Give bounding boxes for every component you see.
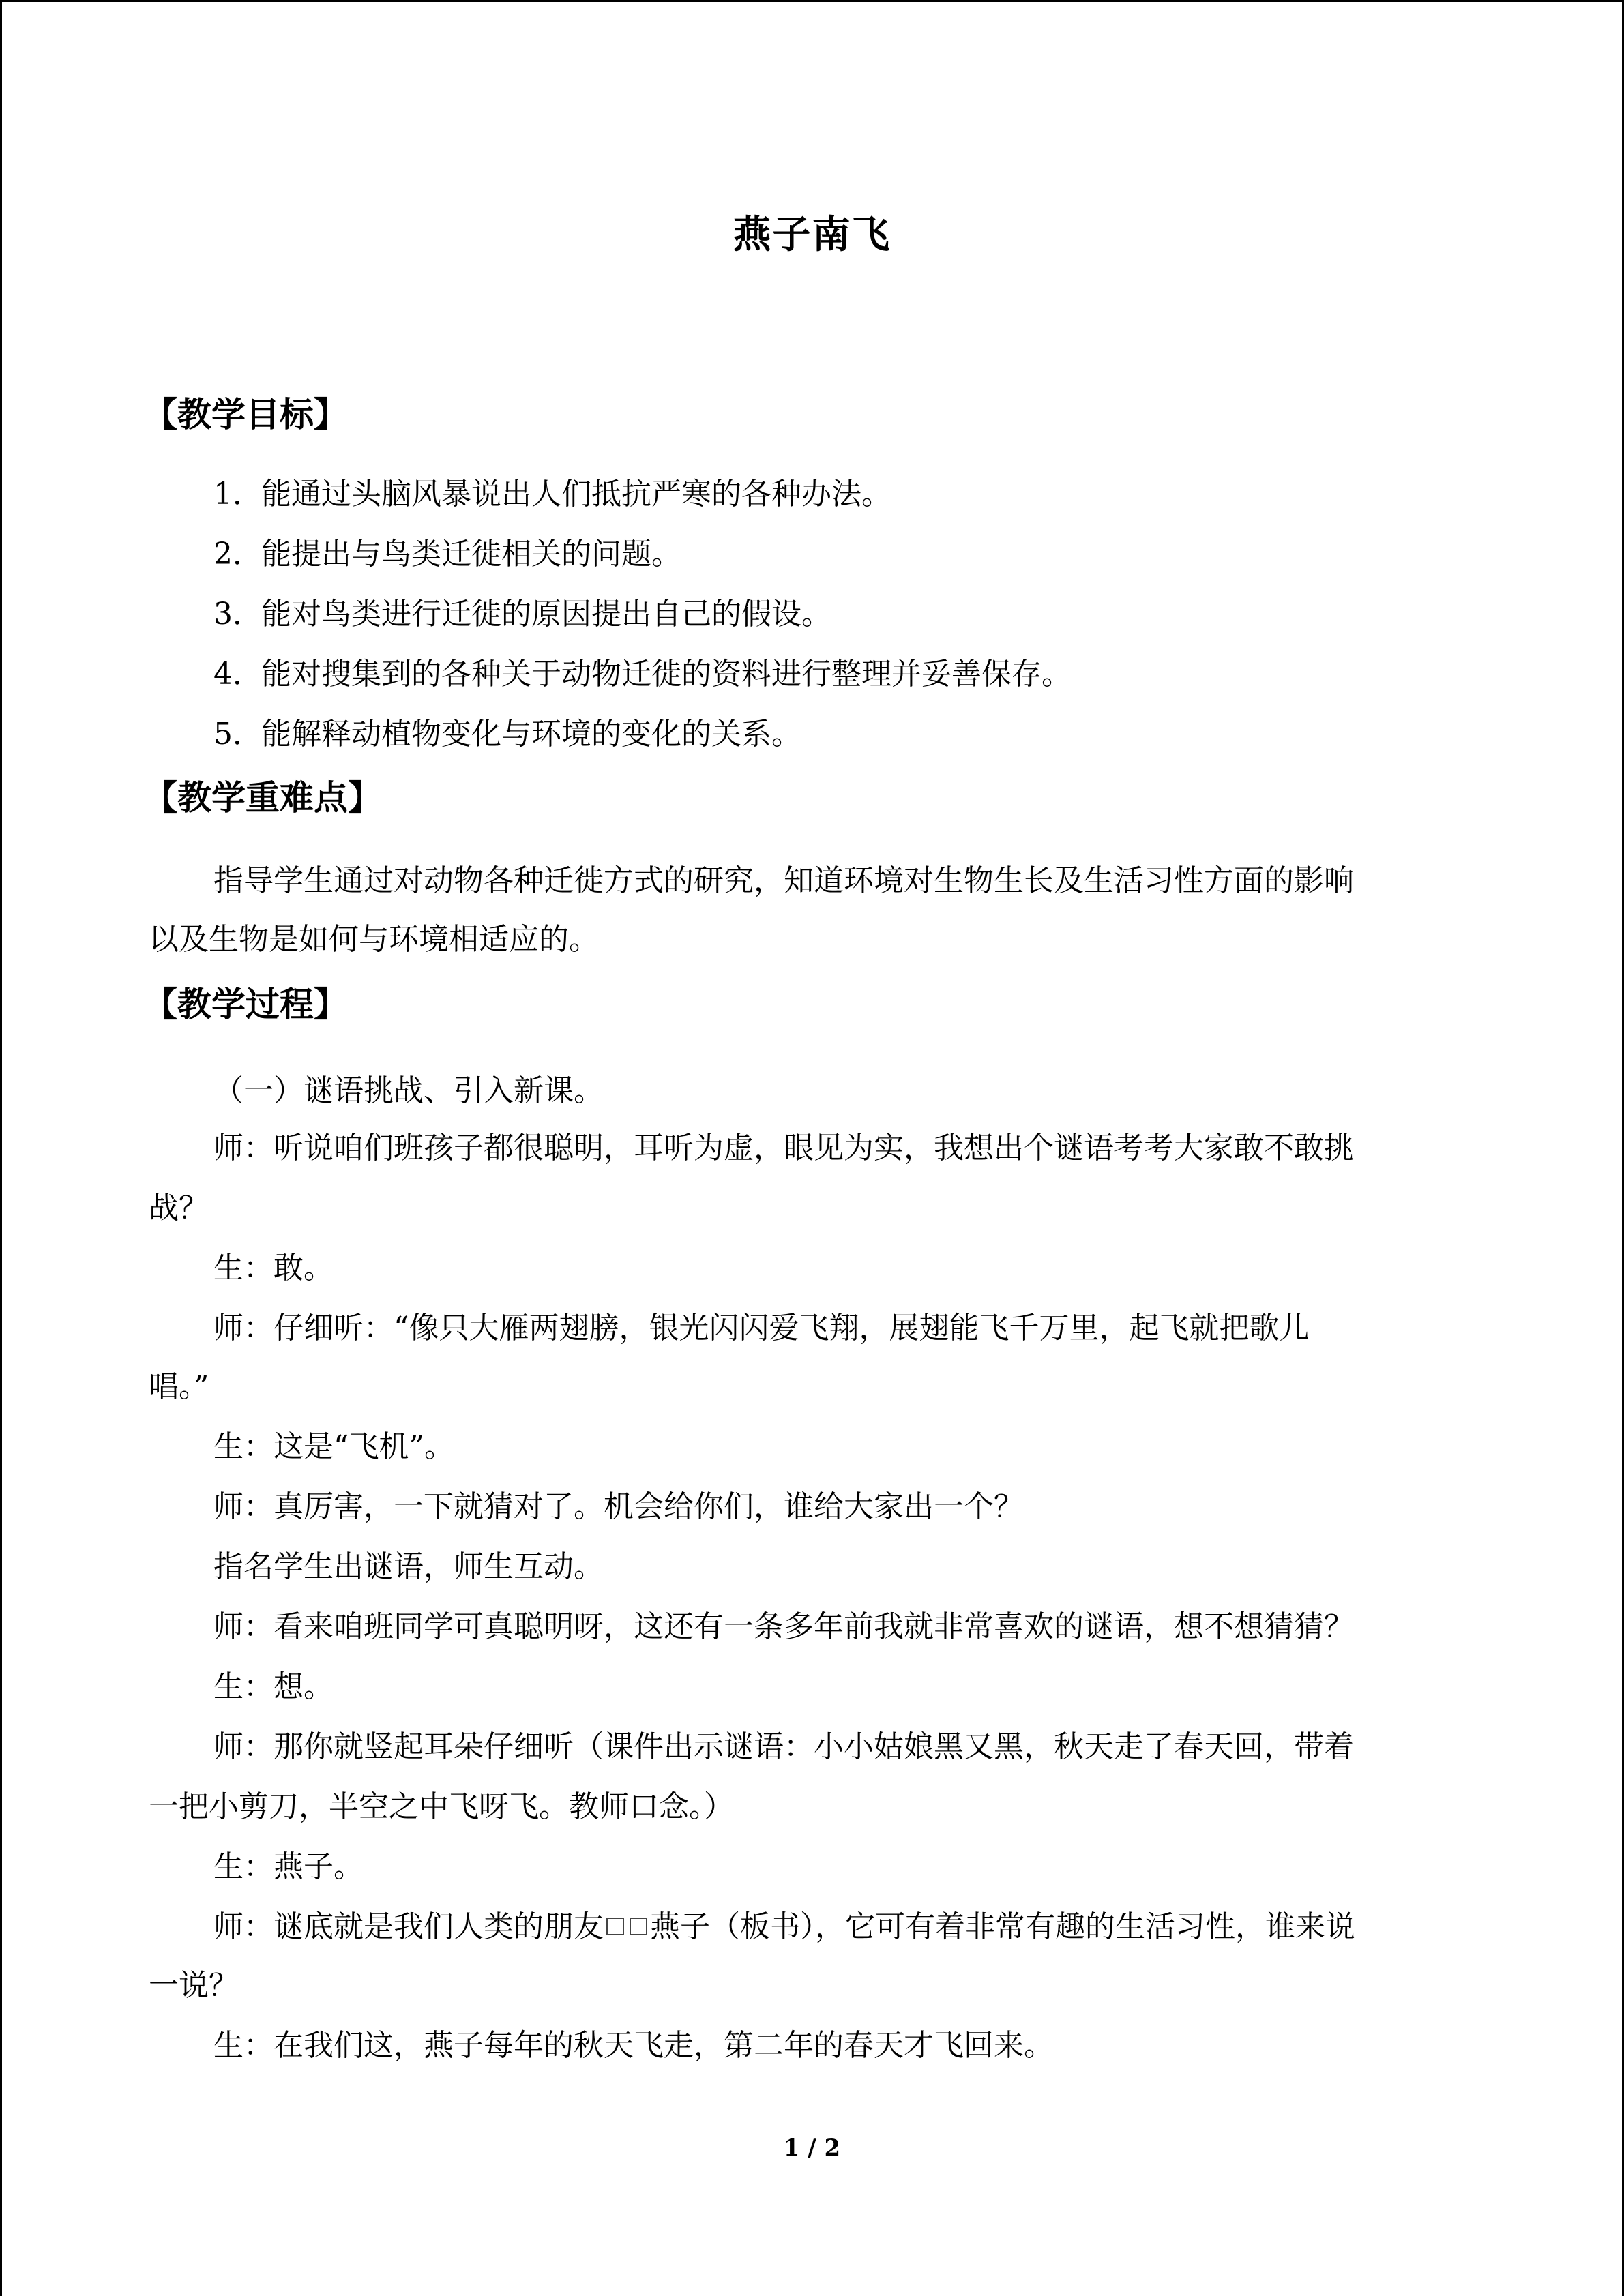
goal-number: 1． — [213, 477, 263, 511]
page-border-top — [0, 0, 1624, 2]
process-step-title: （一）谜语挑战、引入新课。 — [213, 1073, 604, 1108]
dialogue-line: 师：仔细听：“像只大雁两翅膀，银光闪闪爱飞翔，展翅能飞千万里，起飞就把歌儿 — [213, 1311, 1310, 1345]
goal-item — [213, 584, 831, 644]
dialogue-text: 师：谜底就是我们人类的朋友 — [213, 1909, 604, 1944]
goal-item — [213, 704, 801, 764]
goal-text: 能对鸟类进行迁徙的原因提出自己的假设。 — [261, 597, 831, 631]
dialogue-line: 战？ — [149, 1191, 209, 1225]
dialogue-line: 一说？ — [149, 1968, 239, 2003]
paragraph-line: 以及生物是如何与环境相适应的。 — [149, 922, 599, 957]
goal-item — [213, 524, 681, 584]
dialogue-line: 唱。” — [149, 1369, 209, 1404]
dialogue-line — [213, 1897, 1355, 1957]
goal-number: 3． — [213, 597, 263, 631]
goal-item — [213, 464, 891, 524]
dialogue-line: 指名学生出谜语，师生互动。 — [213, 1549, 604, 1584]
heading-key-points: 【教学重难点】 — [143, 778, 382, 818]
dialogue-line: 生：燕子。 — [213, 1849, 364, 1884]
dialogue-line: 师：听说咱们班孩子都很聪明，耳听为虚，眼见为实，我想出个谜语考考大家敢不敢挑 — [213, 1131, 1354, 1165]
placeholder-box — [606, 1918, 624, 1935]
dialogue-text: 燕子（板书），它可有着非常有趣的生活习性，谁来说 — [650, 1909, 1355, 1944]
dialogue-line: 生：想。 — [213, 1669, 334, 1704]
goal-number: 5． — [213, 717, 263, 751]
goal-item — [213, 644, 1072, 704]
placeholder-box — [630, 1918, 647, 1935]
dialogue-line: 生：在我们这，燕子每年的秋天飞走，第二年的春天才飞回来。 — [213, 2028, 1054, 2063]
document-title: 燕子南飞 — [733, 213, 891, 257]
goal-text: 能对搜集到的各种关于动物迁徙的资料进行整理并妥善保存。 — [261, 657, 1072, 691]
goal-text: 能解释动植物变化与环境的变化的关系。 — [261, 717, 801, 751]
paragraph-line: 指导学生通过对动物各种迁徙方式的研究，知道环境对生物生长及生活习性方面的影响 — [213, 863, 1354, 898]
goal-number: 4． — [213, 657, 263, 691]
page-number: 1 / 2 — [783, 2134, 841, 2162]
dialogue-line: 师：真厉害，一下就猜对了。机会给你们，谁给大家出一个？ — [213, 1489, 1024, 1524]
dialogue-line: 生：敢。 — [213, 1251, 334, 1285]
heading-teaching-process: 【教学过程】 — [143, 985, 348, 1024]
dialogue-line: 师：那你就竖起耳朵仔细听（课件出示谜语：小小姑娘黑又黑，秋天走了春天回，带着 — [213, 1729, 1354, 1764]
goal-number: 2． — [213, 537, 263, 571]
dialogue-line: 一把小剪刀，半空之中飞呀飞。教师口念。） — [149, 1789, 734, 1824]
dialogue-line: 生：这是“飞机”。 — [213, 1429, 454, 1464]
goal-text: 能通过头脑风暴说出人们抵抗严寒的各种办法。 — [261, 477, 891, 511]
heading-teaching-goals: 【教学目标】 — [143, 395, 348, 434]
goal-text: 能提出与鸟类迁徙相关的问题。 — [261, 537, 681, 571]
dialogue-line: 师：看来咱班同学可真聪明呀，这还有一条多年前我就非常喜欢的谜语，想不想猜猜？ — [213, 1609, 1354, 1644]
page-border-left — [0, 0, 2, 2296]
